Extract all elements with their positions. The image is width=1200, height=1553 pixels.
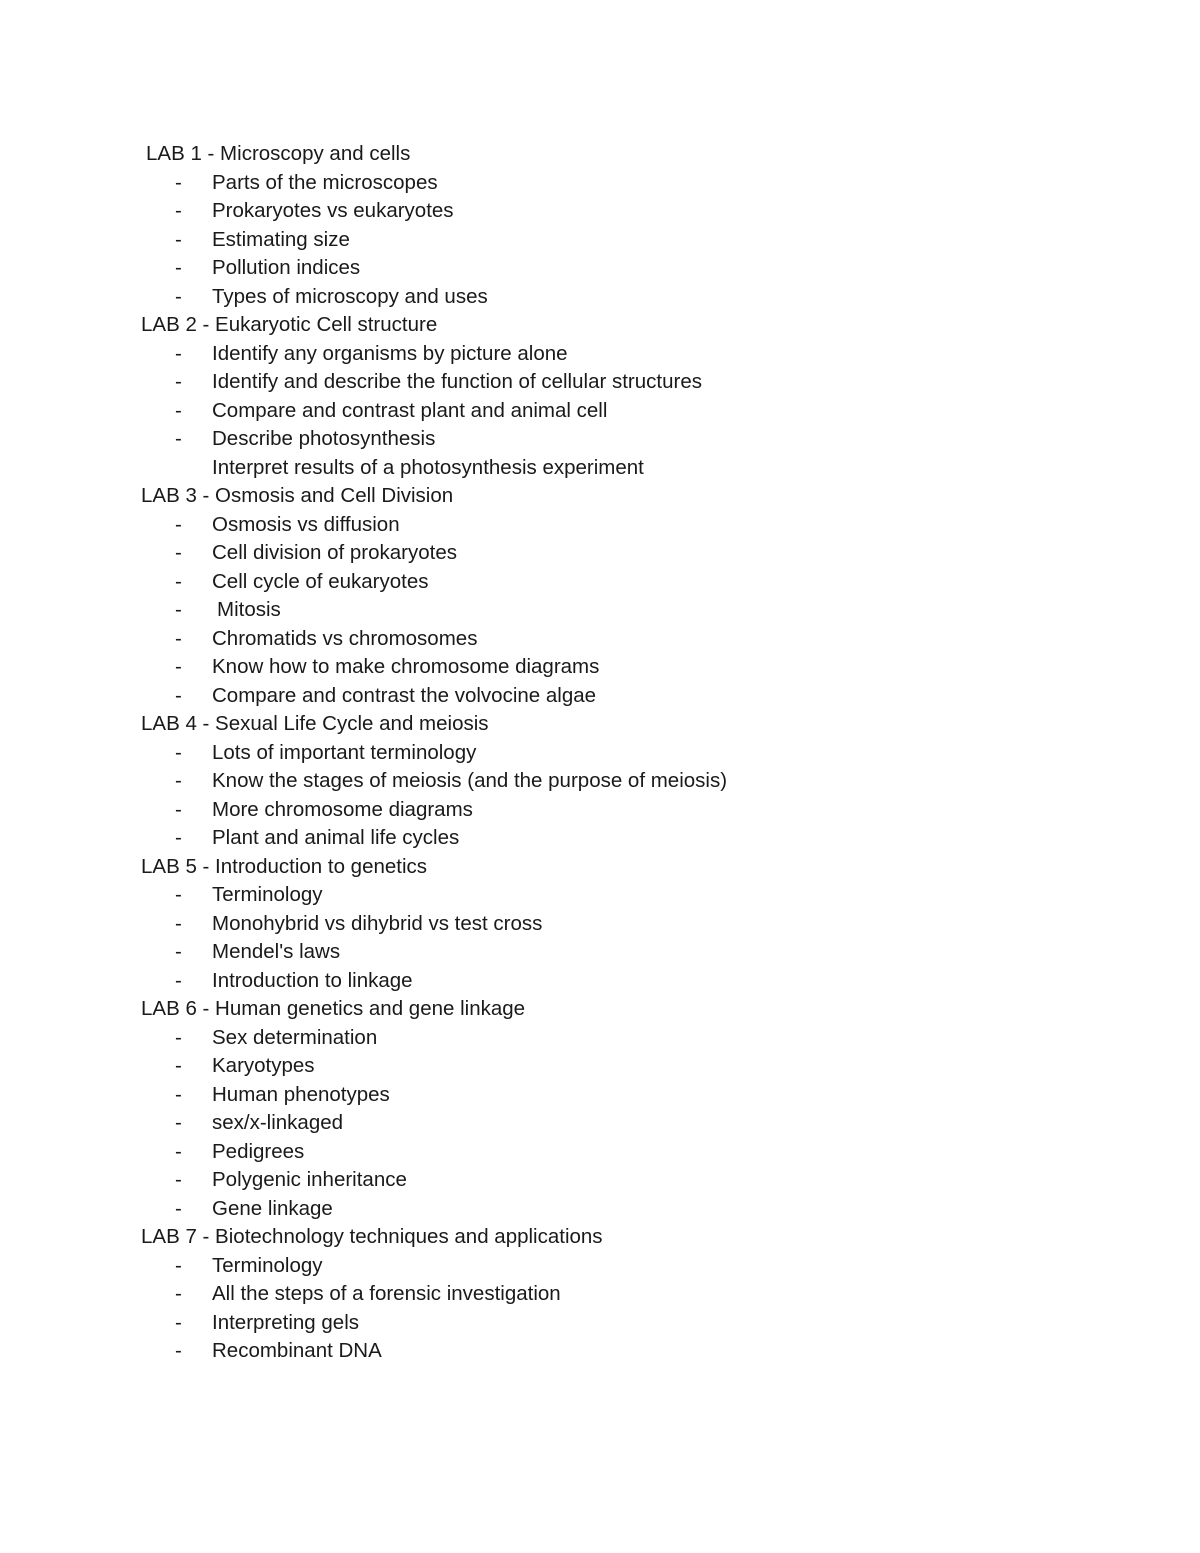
list-item bbox=[141, 568, 1101, 597]
bullet-dash: - bbox=[175, 940, 182, 963]
list-item bbox=[141, 1337, 1101, 1366]
bullet-dash: - bbox=[175, 769, 182, 792]
bullet-dash: - bbox=[175, 170, 182, 194]
list-item-text: Estimating size bbox=[212, 227, 350, 251]
list-item-text: Chromatids vs chromosomes bbox=[212, 626, 478, 650]
bullet-dash: - bbox=[175, 683, 182, 707]
list-item bbox=[141, 739, 1101, 768]
bullet-dash: - bbox=[175, 1111, 182, 1134]
bullet-dash: - bbox=[175, 826, 182, 849]
list-item bbox=[141, 796, 1101, 825]
list-item bbox=[141, 197, 1101, 226]
list-item-text: All the steps of a forensic investigation bbox=[212, 1282, 561, 1305]
list-item bbox=[141, 397, 1101, 426]
bullet-dash: - bbox=[175, 1339, 182, 1362]
list-item bbox=[141, 910, 1101, 939]
list-item-text: Cell cycle of eukaryotes bbox=[212, 569, 429, 593]
list-item bbox=[141, 368, 1101, 397]
list-item bbox=[141, 596, 1101, 625]
list-item-text: Interpret results of a photosynthesis experiment bbox=[212, 455, 644, 479]
bullet-dash: - bbox=[175, 968, 182, 992]
list-item-text: Terminology bbox=[212, 1253, 323, 1277]
list-item-text: Compare and contrast the volvocine algae bbox=[212, 683, 597, 707]
bullet-dash: - bbox=[175, 655, 182, 678]
bullet-dash: - bbox=[175, 1310, 182, 1334]
bullet-dash: - bbox=[175, 1054, 182, 1077]
item-list bbox=[141, 739, 1101, 853]
list-item-text: Lots of important terminology bbox=[212, 740, 477, 764]
bullet-dash: - bbox=[175, 398, 182, 422]
list-item bbox=[141, 881, 1101, 910]
bullet-dash: - bbox=[175, 256, 182, 279]
list-item-text: Pedigrees bbox=[212, 1139, 305, 1163]
bullet-dash: - bbox=[175, 797, 182, 821]
section-lab-4 bbox=[141, 710, 1101, 853]
section-heading: LAB 3 - Osmosis and Cell Division bbox=[141, 484, 454, 507]
list-item bbox=[141, 1081, 1101, 1110]
list-item bbox=[141, 1138, 1101, 1167]
list-item bbox=[141, 824, 1101, 853]
item-list bbox=[141, 511, 1101, 711]
list-item bbox=[141, 511, 1101, 540]
list-item bbox=[141, 1166, 1101, 1195]
list-item bbox=[141, 1309, 1101, 1338]
list-item-text: Introduction to linkage bbox=[212, 968, 413, 992]
bullet-dash: - bbox=[175, 541, 182, 564]
bullet-dash: - bbox=[175, 598, 182, 621]
bullet-dash: - bbox=[175, 911, 182, 935]
list-item bbox=[141, 169, 1101, 198]
list-item-text: Terminology bbox=[212, 883, 323, 906]
list-item bbox=[141, 653, 1101, 682]
list-item-text: Gene linkage bbox=[212, 1196, 333, 1220]
list-item-text: Compare and contrast plant and animal cell bbox=[212, 398, 608, 422]
section-lab-7 bbox=[141, 1223, 1101, 1366]
section-heading: LAB 6 - Human genetics and gene linkage bbox=[141, 997, 526, 1020]
bullet-dash: - bbox=[175, 740, 182, 764]
bullet-dash: - bbox=[175, 1253, 182, 1277]
section-lab-6 bbox=[141, 995, 1101, 1223]
list-item-text: Polygenic inheritance bbox=[212, 1168, 407, 1191]
list-item bbox=[141, 425, 1101, 454]
bullet-dash: - bbox=[175, 1082, 182, 1106]
list-item bbox=[141, 938, 1101, 967]
item-list bbox=[141, 881, 1101, 995]
list-item bbox=[141, 767, 1101, 796]
list-item-text: Identify any organisms by picture alone bbox=[212, 341, 568, 365]
section-heading: LAB 5 - Introduction to genetics bbox=[141, 854, 428, 878]
list-item bbox=[141, 340, 1101, 369]
bullet-dash: - bbox=[175, 1139, 182, 1163]
list-item-text: Prokaryotes vs eukaryotes bbox=[212, 199, 454, 222]
item-list bbox=[141, 340, 1101, 483]
item-list bbox=[141, 169, 1101, 312]
list-item-text: Osmosis vs diffusion bbox=[212, 512, 400, 536]
bullet-dash: - bbox=[175, 284, 182, 308]
list-item-text: Cell division of prokaryotes bbox=[212, 541, 457, 564]
list-item bbox=[141, 454, 1101, 483]
list-item bbox=[141, 1052, 1101, 1081]
section-heading: LAB 4 - Sexual Life Cycle and meiosis bbox=[141, 712, 489, 735]
list-item bbox=[141, 967, 1101, 996]
list-item-text: Interpreting gels bbox=[212, 1310, 360, 1334]
list-item-text: Types of microscopy and uses bbox=[212, 284, 488, 308]
list-item-text: Identify and describe the function of cellular structures bbox=[212, 370, 702, 393]
list-item-text: Karyotypes bbox=[212, 1054, 315, 1077]
list-item bbox=[141, 254, 1101, 283]
document-body bbox=[141, 140, 1101, 1366]
list-item bbox=[141, 1109, 1101, 1138]
list-item bbox=[141, 1024, 1101, 1053]
list-item-text: Mitosis bbox=[217, 598, 281, 621]
list-item-text: Describe photosynthesis bbox=[212, 427, 436, 450]
list-item bbox=[141, 539, 1101, 568]
list-item bbox=[141, 226, 1101, 255]
bullet-dash: - bbox=[175, 569, 182, 593]
list-item-text: Recombinant DNA bbox=[212, 1339, 382, 1362]
list-item bbox=[141, 682, 1101, 711]
list-item-text: Plant and animal life cycles bbox=[212, 826, 460, 849]
bullet-dash: - bbox=[175, 1282, 182, 1305]
list-item-text: Know how to make chromosome diagrams bbox=[212, 655, 600, 678]
list-item bbox=[141, 1195, 1101, 1224]
list-item bbox=[141, 1280, 1101, 1309]
bullet-dash: - bbox=[175, 370, 182, 393]
bullet-dash: - bbox=[175, 883, 182, 906]
section-lab-5 bbox=[141, 853, 1101, 996]
list-item-text: Monohybrid vs dihybrid vs test cross bbox=[212, 911, 543, 935]
list-item bbox=[141, 283, 1101, 312]
bullet-dash: - bbox=[175, 1196, 182, 1220]
list-item bbox=[141, 625, 1101, 654]
section-heading: LAB 7 - Biotechnology techniques and applications bbox=[141, 1225, 603, 1248]
section-lab-1 bbox=[141, 140, 1101, 311]
item-list bbox=[141, 1024, 1101, 1224]
list-item-text: Know the stages of meiosis (and the purpose of meiosis) bbox=[212, 769, 728, 792]
bullet-dash: - bbox=[175, 1168, 182, 1191]
list-item-text: Parts of the microscopes bbox=[212, 170, 438, 194]
list-item-text: sex/x-linkaged bbox=[212, 1111, 344, 1134]
bullet-dash: - bbox=[175, 199, 182, 222]
list-item-text: More chromosome diagrams bbox=[212, 797, 473, 821]
bullet-dash: - bbox=[175, 1025, 182, 1049]
section-heading: LAB 1 - Microscopy and cells bbox=[146, 142, 411, 165]
section-heading: LAB 2 - Eukaryotic Cell structure bbox=[141, 313, 438, 336]
item-list bbox=[141, 1252, 1101, 1366]
list-item bbox=[141, 1252, 1101, 1281]
list-item-text: Human phenotypes bbox=[212, 1082, 390, 1106]
list-item-text: Pollution indices bbox=[212, 256, 361, 279]
bullet-dash: - bbox=[175, 227, 182, 251]
bullet-dash: - bbox=[175, 427, 182, 450]
list-item-text: Sex determination bbox=[212, 1025, 378, 1049]
bullet-dash: - bbox=[175, 626, 182, 650]
bullet-dash: - bbox=[175, 341, 182, 365]
list-item-text: Mendel's laws bbox=[212, 940, 341, 963]
section-lab-3 bbox=[141, 482, 1101, 710]
bullet-dash: - bbox=[175, 512, 182, 536]
section-lab-2 bbox=[141, 311, 1101, 482]
